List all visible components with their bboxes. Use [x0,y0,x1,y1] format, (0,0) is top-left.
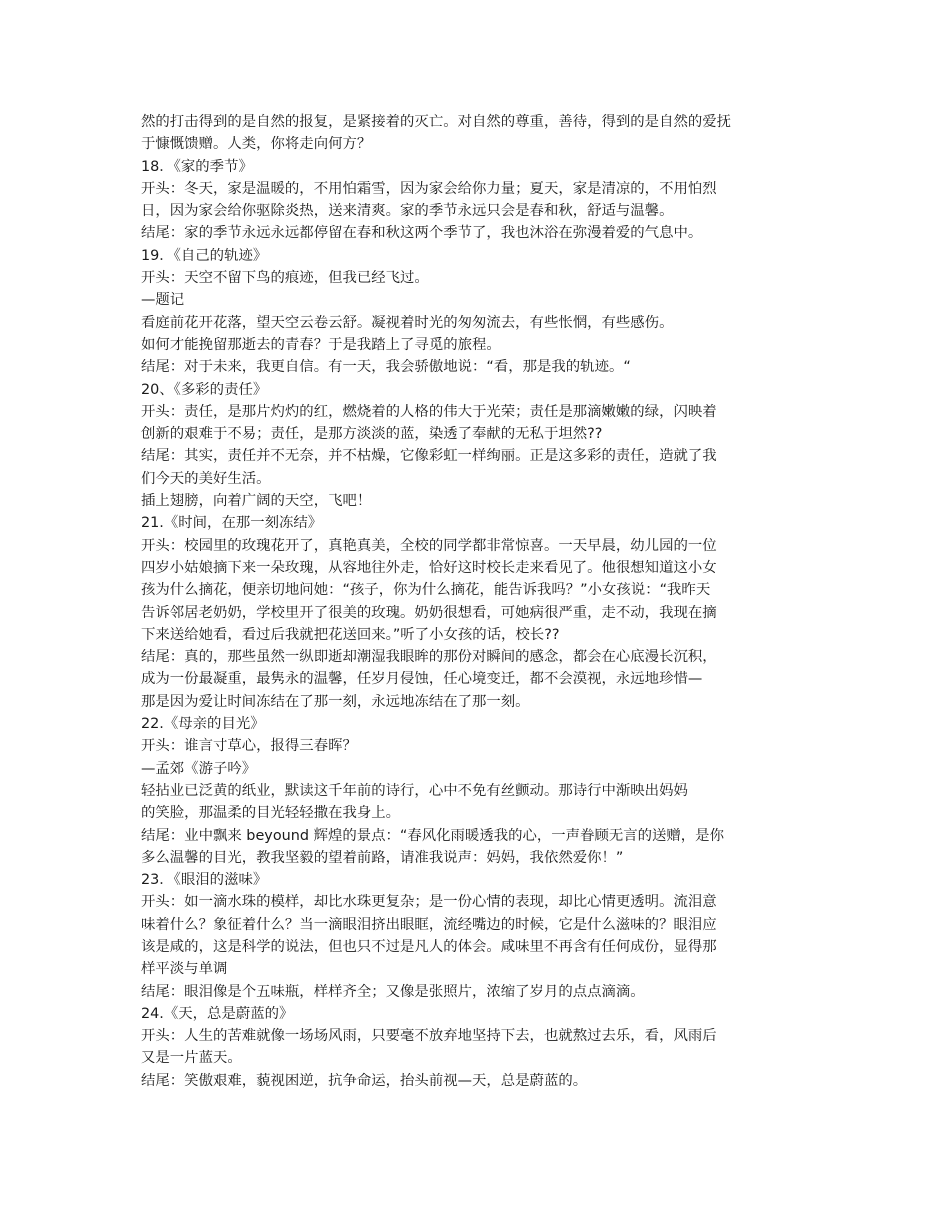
text-line: 味着什么？象征着什么？当一滴眼泪挤出眼眶，流经嘴边的时候，它是什么滋味的？眼泪应 [141,916,717,933]
text-line: 告诉邻居老奶奶，学校里开了很美的玫瑰。奶奶很想看，可她病很严重，走不动，我现在摘 [141,604,717,621]
text-line: 多么温馨的目光，教我坚毅的望着前路，请准我说声：妈妈，我依然爱你！” [141,849,624,866]
text-line: 24.《天，总是蔚蓝的》 [141,1005,294,1022]
text-line: —孟郊《游子吟》 [141,760,257,777]
text-line: 样平淡与单调 [141,961,228,978]
text-line: 23．《眼泪的滋味》 [141,872,268,889]
text-line: 插上翅膀，向着广阔的天空，飞吧！ [141,493,372,510]
text-line: 然的打击得到的是自然的报复，是紧接着的灭亡。对自然的尊重，善待，得到的是自然的爱抚 [141,114,732,130]
text-line: 轻拈业已泛黄的纸业，默读这千年前的诗行，心中不免有丝颤动。那诗行中渐映出妈妈 [141,782,688,799]
text-line: 如何才能挽留那逝去的青春？于是我踏上了寻觅的旅程。 [141,336,501,353]
text-line: 看庭前花开花落，望天空云卷云舒。凝视着时光的匆匆流去，有些怅惘，有些感伤。 [141,314,674,331]
text-line: 开头：责任，是那片灼灼的红，燃烧着的人格的伟大于光荣；责任是那滴嫩嫩的绿，闪映着 [141,403,717,420]
text-line: 开头：谁言寸草心，报得三春晖？ [141,738,357,755]
text-line: 结尾：笑傲艰难，藐视困逆，抗争命运，抬头前视—天，总是蔚蓝的。 [141,1072,588,1089]
text-line: 结尾：对于未来，我更自信。有一天，我会骄傲地说：“看，那是我的轨迹。“ [141,359,631,376]
text-line: 22.《母亲的目光》 [141,716,265,733]
text-line: 19．《自己的轨迹》 [141,247,268,264]
text-line: 21.《时间，在那一刻冻结》 [141,515,323,532]
text-line: 孩为什么摘花，便亲切地问她：“孩子，你为什么摘花，能告诉我吗？”小女孩说：“我昨天 [141,582,711,599]
text-line: 们今天的美好生活。 [141,470,271,487]
text-line: 开头：冬天，家是温暖的，不用怕霜雪，因为家会给你力量；夏天，家是清凉的，不用怕烈 [141,180,717,197]
text-line: 开头：如一滴水珠的模样，却比水珠更复杂；是一份心情的表现，却比心情更透明。流泪意 [141,894,717,911]
text-line: 结尾：其实，责任并不无奈，并不枯燥，它像彩虹一样绚丽。正是这多彩的责任，造就了我 [141,448,717,465]
text-line: 结尾：眼泪像是个五味瓶，样样齐全；又像是张照片，浓缩了岁月的点点滴滴。 [141,983,645,1000]
text-line: 又是一片蓝天。 [141,1050,242,1067]
text-line: 于慷慨馈赠。人类，你将走向何方？ [141,136,372,153]
text-line: 创新的艰难于不易；责任，是那方淡淡的蓝，染透了奉献的无私于坦然?? [141,426,603,443]
text-line: 开头：校园里的玫瑰花开了，真艳真美，全校的同学都非常惊喜。一天早晨，幼儿园的一位 [141,537,717,554]
text-line: 下来送给她看，看过后我就把花送回来。”听了小女孩的话，校长?? [141,626,560,643]
text-line: 该是咸的，这是科学的说法，但也只不过是凡人的体会。咸味里不再含有任何成份，显得那 [141,938,717,955]
text-line: 开头：天空不留下鸟的痕迹，但我已经飞过。 [141,270,429,287]
text-line: 18．《家的季节》 [141,158,253,175]
text-line: 20、《多彩的责任》 [141,381,268,398]
text-line: 结尾：业中飘来 beyound 辉煌的景点：“春风化雨暖透我的心，一声眷顾无言的送赠，是你 [141,827,724,844]
text-line: 四岁小姑娘摘下来一朵玫瑰，从容地往外走，恰好这时校长走来看见了。他很想知道这小女 [141,559,717,576]
text-line: 开头：人生的苦难就像一场场风雨，只要毫不放弃地坚持下去，也就熬过去乐，看，风雨后 [141,1028,717,1045]
text-line: 的笑脸，那温柔的目光轻轻撒在我身上。 [141,805,401,822]
text-line: 日，因为家会给你驱除炎热，送来清爽。家的季节永远只会是春和秋，舒适与温馨。 [141,203,674,220]
text-line: 成为一份最凝重，最隽永的温馨，任岁月侵蚀，任心境变迁，都不会漠视，永远地珍惜— [141,671,703,688]
text-line: 那是因为爱让时间冻结在了那一刻，永远地冻结在了那一刻。 [141,693,530,710]
document-body [141,111,813,1092]
text-line: 结尾：家的季节永远永远都停留在春和秋这两个季节了，我也沐浴在弥漫着爱的气息中。 [141,225,703,242]
text-line: —题记 [141,292,185,309]
text-line: 结尾：真的，那些虽然一纵即逝却潮湿我眼眸的那份对瞬间的感念，都会在心底漫长沉积， [141,649,717,666]
